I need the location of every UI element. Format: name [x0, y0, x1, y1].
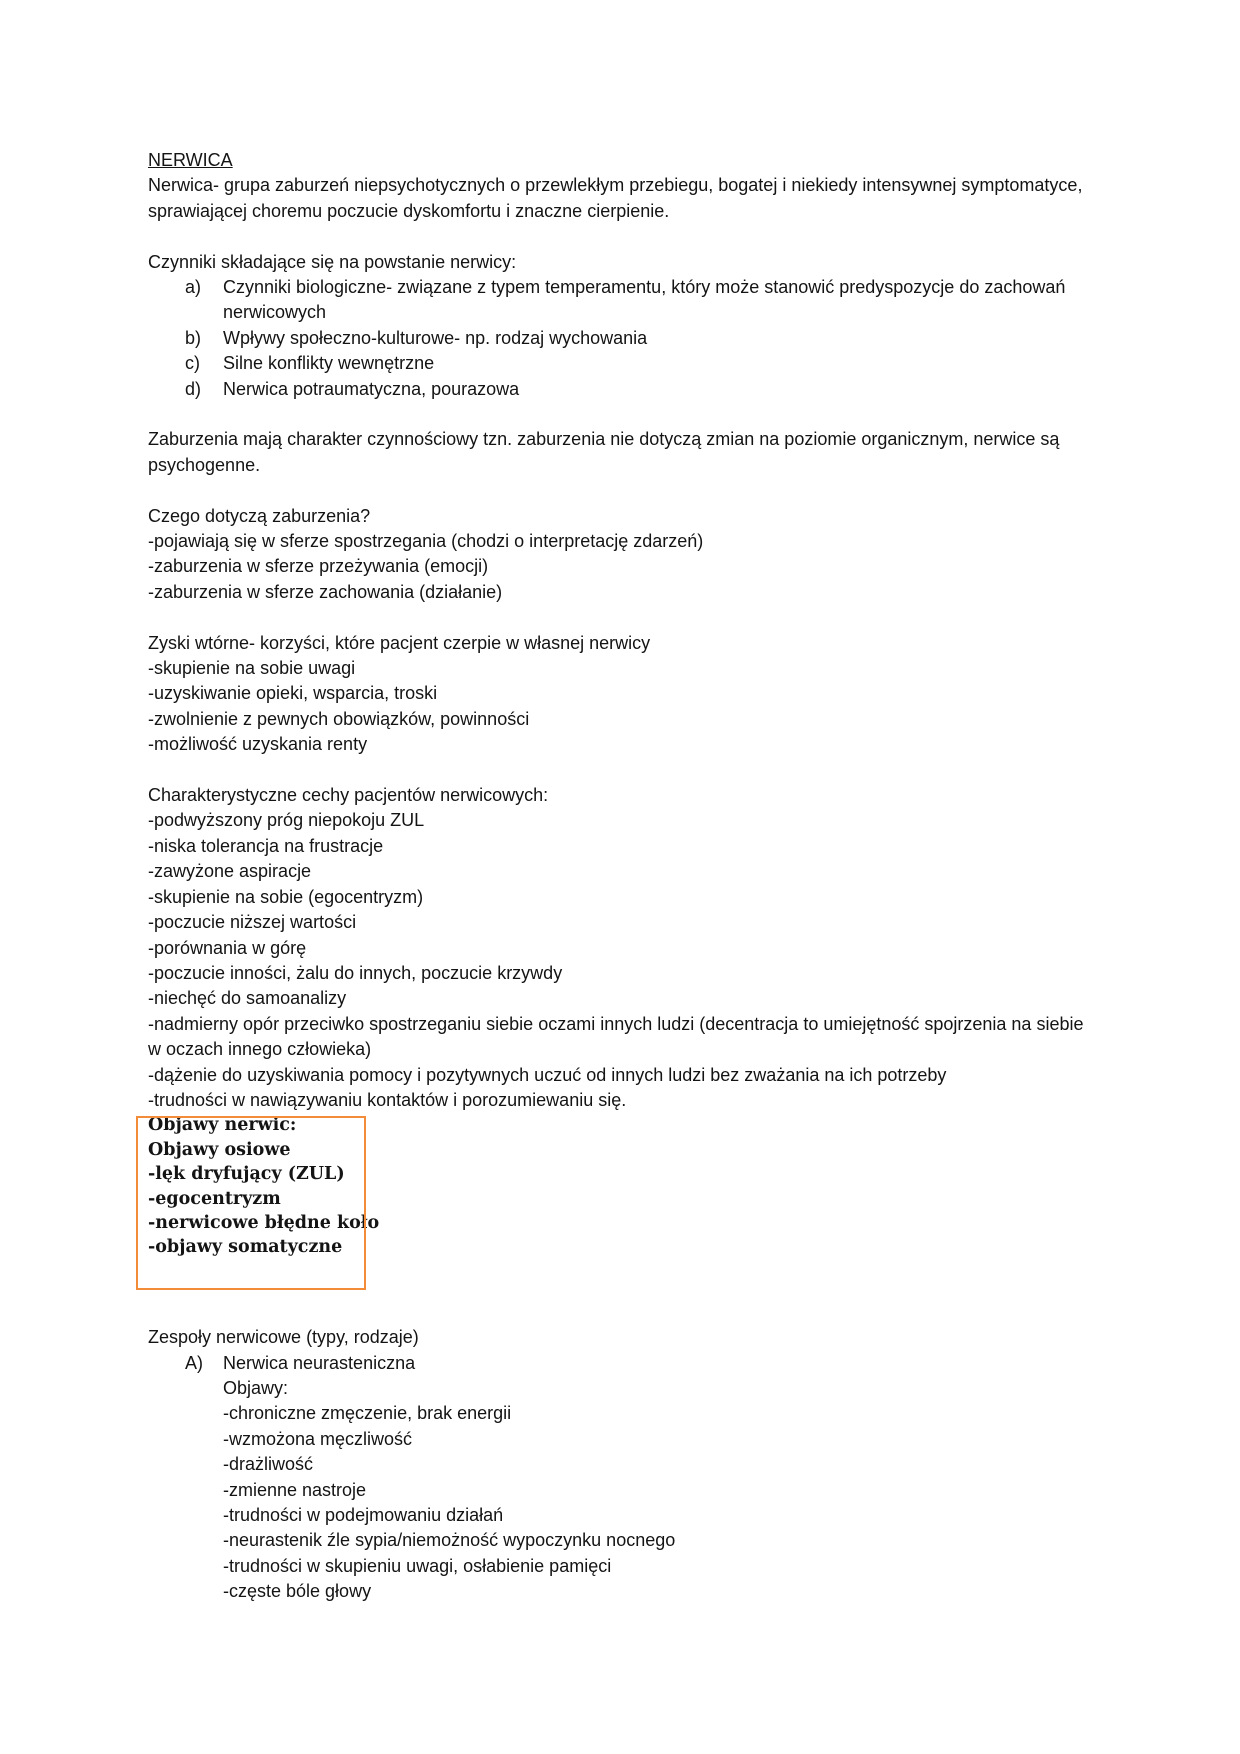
- symptoms-line: -egocentryzm: [148, 1188, 281, 1209]
- document-title: NERWICA: [148, 150, 233, 170]
- syndrome-line: -drażliwość: [223, 1454, 314, 1475]
- traits-line: -trudności w nawiązywaniu kontaktów i porozumiewaniu się.: [148, 1089, 627, 1110]
- list-marker: d): [185, 378, 202, 399]
- symptoms-heading: Objawy nerwic:: [148, 1115, 297, 1136]
- character-paragraph: Zaburzenia mają charakter czynnościowy tzn. zaburzenia nie dotyczą zmian na poziomie organicznym, nerwice są psychogenne.: [148, 429, 1060, 475]
- traits-line: -porównania w górę: [148, 937, 307, 958]
- syndrome-line: -wzmożona męczliwość: [223, 1428, 413, 1449]
- list-marker: A): [185, 1352, 203, 1373]
- list-item-text: Nerwica potraumatyczna, pourazowa: [223, 378, 520, 399]
- symptoms-box: [148, 1113, 1094, 1299]
- gains-heading: Zyski wtórne- korzyści, które pacjent czerpie w własnej nerwicy: [148, 632, 651, 653]
- list-marker: a): [185, 277, 202, 298]
- concerns-line: -pojawiają się w sferze spostrzegania (chodzi o interpretację zdarzeń): [148, 531, 704, 552]
- gains-line: -zwolnienie z pewnych obowiązków, powinności: [148, 708, 530, 729]
- syndromes-list: [148, 1351, 1094, 1376]
- list-item-text: Silne konflikty wewnętrzne: [223, 353, 435, 374]
- traits-line: -poczucie niższej wartości: [148, 912, 357, 933]
- traits-line: -niska tolerancja na frustracje: [148, 835, 384, 856]
- concerns-heading: Czego dotyczą zaburzenia?: [148, 505, 371, 526]
- list-item-text: Nerwica neurasteniczna: [223, 1352, 416, 1373]
- gains-line: -możliwość uzyskania renty: [148, 734, 368, 755]
- traits-line: -poczucie inności, żalu do innych, poczucie krzywdy: [148, 962, 563, 983]
- gains-line: -skupienie na sobie uwagi: [148, 658, 356, 679]
- list-item: [148, 1351, 1094, 1376]
- symptoms-line: -lęk dryfujący (ZUL): [148, 1164, 345, 1185]
- traits-line: -dążenie do uzyskiwania pomocy i pozytywnych uczuć od innych ludzi bez zważania na ich potrzeby: [148, 1064, 947, 1085]
- traits-line: -niechęć do samoanalizy: [148, 988, 347, 1009]
- list-item-text: Wpływy społeczno-kulturowe- np. rodzaj wychowania: [223, 327, 648, 348]
- traits-heading: Charakterystyczne cechy pacjentów nerwicowych:: [148, 785, 549, 806]
- factors-heading: Czynniki składające się na powstanie nerwicy:: [148, 251, 517, 272]
- syndrome-line: -trudności w podejmowaniu działań: [223, 1505, 504, 1526]
- syndrome-line: -chroniczne zmęczenie, brak energii: [223, 1403, 512, 1424]
- syndrome-line: -neurastenik źle sypia/niemożność wypoczynku nocnego: [223, 1530, 676, 1551]
- syndrome-line: -częste bóle głowy: [223, 1581, 372, 1602]
- document-content: [148, 148, 1094, 1605]
- factors-list: [148, 275, 1094, 402]
- syndrome-symptoms: [223, 1376, 1094, 1605]
- list-item: [148, 275, 1094, 326]
- list-item: [148, 326, 1094, 351]
- traits-line: -zawyżone aspiracje: [148, 861, 312, 882]
- list-item-text: Czynniki biologiczne- związane z typem temperamentu, który może stanowić predyspozycje do zachowań nerwicowych: [223, 277, 1066, 323]
- syndrome-subheading: Objawy:: [223, 1378, 289, 1398]
- symptoms-line: -nerwicowe błędne koło: [148, 1212, 380, 1233]
- traits-line: -skupienie na sobie (egocentryzm): [148, 886, 424, 907]
- list-marker: b): [185, 327, 202, 348]
- concerns-line: -zaburzenia w sferze zachowania (działanie): [148, 581, 503, 602]
- concerns-line: -zaburzenia w sferze przeżywania (emocji): [148, 556, 489, 577]
- list-item: [148, 351, 1094, 376]
- syndrome-line: -trudności w skupieniu uwagi, osłabienie pamięci: [223, 1555, 612, 1576]
- syndromes-heading: Zespoły nerwicowe (typy, rodzaje): [148, 1327, 419, 1348]
- definition-paragraph: Nerwica- grupa zaburzeń niepsychotycznych o przewlekłym przebiegu, bogatej i niekiedy intensywnej symptomatyce, sprawiającej choremu poczucie dyskomfortu i znaczne cierpienie.: [148, 175, 1083, 221]
- symptoms-subheading: Objawy osiowe: [148, 1139, 291, 1160]
- syndrome-line: -zmienne nastroje: [223, 1479, 367, 1500]
- list-item: [148, 377, 1094, 402]
- gains-line: -uzyskiwanie opieki, wsparcia, troski: [148, 683, 438, 704]
- traits-line: -podwyższony próg niepokoju ZUL: [148, 810, 425, 831]
- list-marker: c): [185, 353, 200, 374]
- symptoms-line: -objawy somatyczne: [148, 1237, 343, 1258]
- traits-long-line: -nadmierny opór przeciwko spostrzeganiu siebie oczami innych ludzi (decentracja to umiejętność spojrzenia na siebie w oczach innego człowieka): [148, 1013, 1084, 1060]
